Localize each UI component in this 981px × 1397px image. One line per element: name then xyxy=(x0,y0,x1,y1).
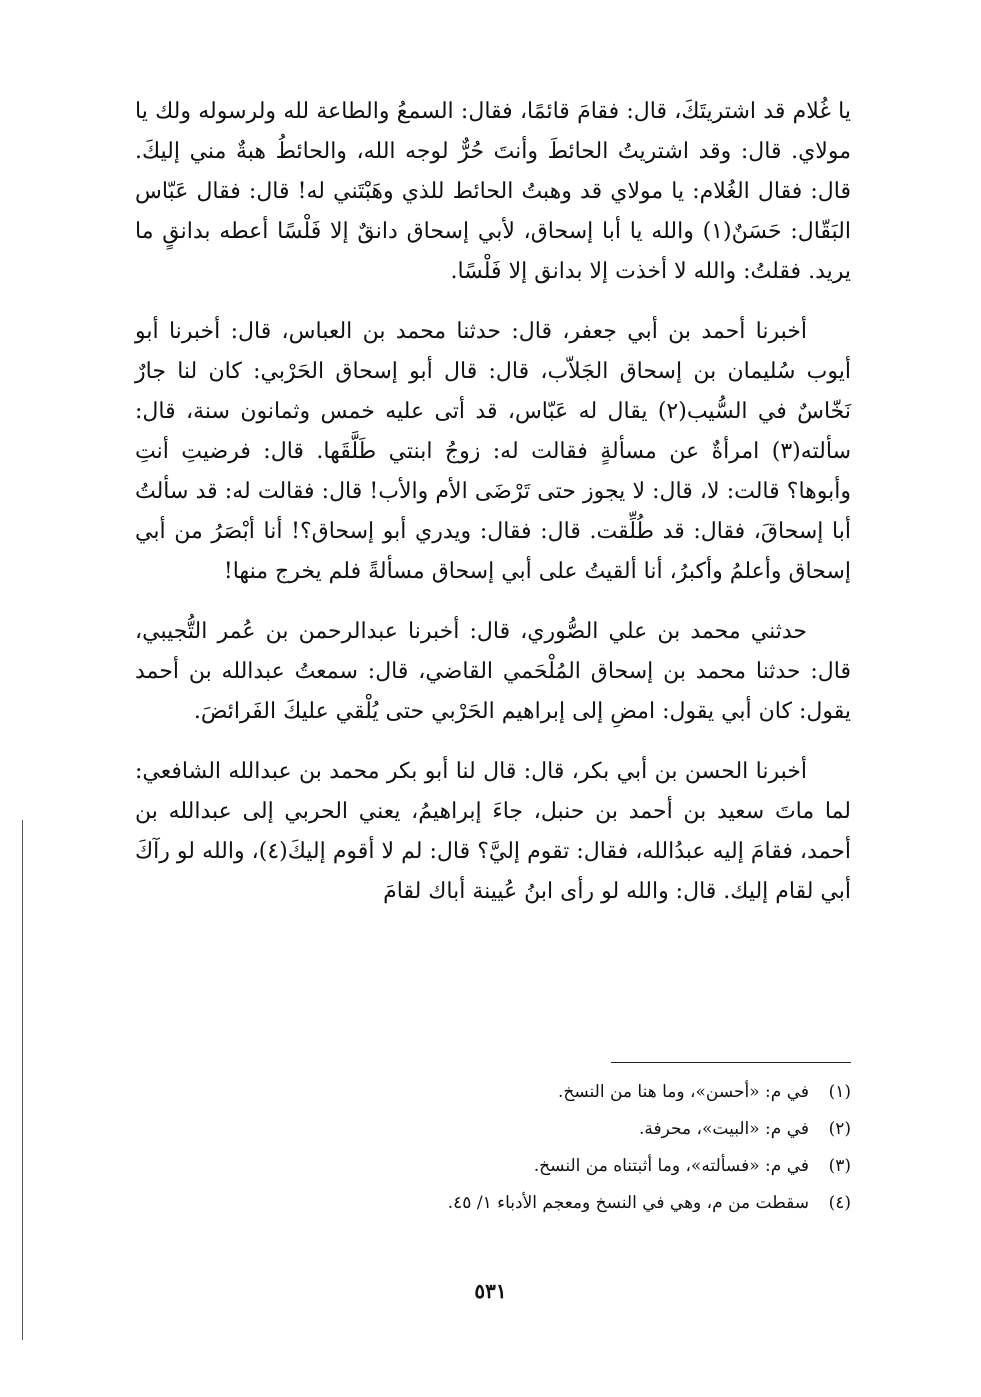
paragraph-4: أخبرنا الحسن بن أبي بكر، قال: قال لنا أبو بكر محمد بن عبدالله الشافعي: لما ماتَ سعيد بن أحمد بن حنبل، جاءَ إبراهيمُ، يعني الحربي إلى عبدالله بن أحمد، فقامَ إليه عبدُالله، فقال: تقوم إليَّ؟ قال: لم لا أقوم إليكَ(٤)، والله لو رآكَ أبي لقام إليك. قال: والله لو رأى ابنُ عُيينة أباك لقامَ xyxy=(135,759,852,904)
footnote-number: (١) xyxy=(828,1082,851,1102)
footnote-number: (٤) xyxy=(828,1193,851,1213)
footnote-separator xyxy=(611,1062,851,1063)
footnote-number: (٣) xyxy=(828,1156,851,1176)
footnote-text: في م: «أحسن»، وما هنا من النسخ. xyxy=(558,1082,809,1102)
footnote-item xyxy=(135,1148,851,1185)
footnote-item xyxy=(135,1111,851,1148)
footnote-text: سقطت من م، وهي في النسخ ومعجم الأدباء ١/ ٤٥. xyxy=(447,1193,809,1213)
page-number: ٥٣١ xyxy=(474,1279,507,1303)
footnote-text: في م: «فسألته»، وما أثبتناه من النسخ. xyxy=(533,1156,809,1176)
main-text xyxy=(135,92,851,932)
paragraph-1: يا غُلام قد اشتريتَكَ، قال: فقامَ قائمًا، فقال: السمعُ والطاعة لله ولرسوله ولك يا مولاي. قال: وقد اشتريتُ الحائطَ وأنتَ حُرٌّ لوجه الله، والحائطُ هبةٌ مني إليكَ. قال: فقال الغُلام: يا مولاي قد وهبتُ الحائط للذي وهَبْتَني له! قال: فقال عَبّاس البَقّال: حَسَنٌ(١) والله يا أبا إسحاق، لأبي إسحاق دانقٌ إلا فَلْسًا أعطه بدانقٍ ما يريد. فقلتُ: والله لا أخذت إلا بدانق إلا فَلْسًا. xyxy=(135,99,852,284)
paragraph-3: حدثني محمد بن علي الصُّوري، قال: أخبرنا عبدالرحمن بن عُمر التُّجيبي، قال: حدثنا محمد بن إسحاق المُلْحَمي القاضي، قال: سمعتُ عبدالله بن أحمد يقول: كان أبي يقول: امضِ إلى إبراهيم الحَرْبي حتى يُلْقي عليكَ الفَرائضَ. xyxy=(135,619,851,724)
paragraph-2: أخبرنا أحمد بن أبي جعفر، قال: حدثنا محمد بن العباس، قال: أخبرنا أبو أيوب سُليمان بن إسحاق الجَلاّب، قال: قال أبو إسحاق الحَرْبي: كان لنا جارٌ نَخّاسٌ في السُّيب(٢) يقال له عَبّاس، قد أتى عليه خمس وثمانون سنة، قال: سألته(٣) امرأةٌ عن مسألةٍ فقالت له: زوجُ ابنتي طَلَّقَها. قال: فرضيتِ أنتِ وأبوها؟ قالت: لا، قال: لا يجوز حتى تَرْضَى الأم والأب! قال: فقالت له: قد سألتُ أبا إسحاقَ، فقال: قد طُلِّقت. قال: فقال: ويدري أبو إسحاق؟! أنا أبْصَرُ من أبي إسحاق وأعلمُ وأكبرُ، أنا ألقيتُ على أبي إسحاق مسألةً فلم يخرج منها! xyxy=(135,319,851,584)
footnote-text: في م: «البيت»، محرفة. xyxy=(638,1119,809,1139)
footnote-item xyxy=(135,1185,851,1222)
footnote-item xyxy=(135,1074,851,1111)
footnotes-list xyxy=(135,1074,851,1222)
footnote-number: (٢) xyxy=(828,1119,851,1139)
